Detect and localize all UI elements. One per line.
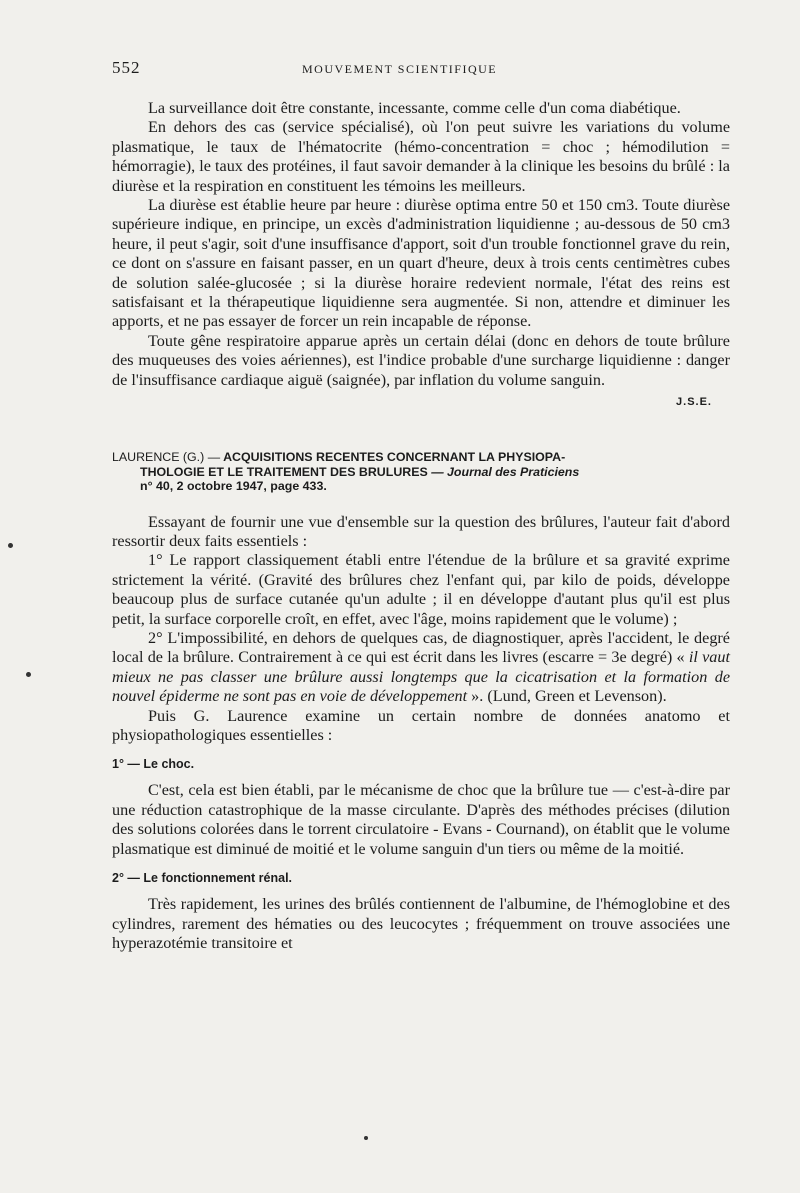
- section-text-renal: Très rapidement, les urines des brûlés contiennent de l'albumine, de l'hémoglobine et des cylindres, rarement des hématies ou des leucocytes ; fréquemment on trouve associées une hyperazotémie transitoire et: [112, 895, 730, 952]
- margin-mark: [364, 1136, 368, 1140]
- bibliographic-reference: [112, 450, 730, 494]
- reference-title-line2: THOLOGIE ET LE TRAITEMENT DES BRULURES: [140, 464, 428, 479]
- page-number: 552: [112, 58, 141, 77]
- section-heading-choc: 1° — Le choc.: [112, 757, 195, 772]
- section-text-choc: C'est, cela est bien établi, par le mécanisme de choc que la brûlure tue — c'est-à-dire par une réduction catastrophique de la masse circulante. D'après des méthodes précises (dilution des solutions colorées dans le torrent circulatoire - Evans - Cournand), on établit que le volume plasmatique est diminué de moitié et le volume sanguin d'un tiers ou même de la moitié.: [112, 781, 730, 858]
- paragraph: La diurèse est établie heure par heure : diurèse optima entre 50 et 150 cm3. Toute diurèse supérieure indique, en principe, un excès d'administration liquidienne ; au-dessous de 50 cm3 heure, il peut s'agir, soit d'une insuffisance d'apport, soit d'un trouble fonctionnel grave du rein, ce dont on s'assure en faisant passer, en un quart d'heure, deux à trois cents centimètres cubes de solution salée-glucosée ; si la diurèse horaire redevient normale, l'état des reins est satisfaisant et la thérapeutique liquidienne sera augmentée. Si non, attendre et diminuer les apports, et ne pas essayer de forcer un rein incapable de réponse.: [112, 196, 730, 331]
- point2-end: ». (Lund, Green et Levenson).: [467, 687, 667, 706]
- running-title: MOUVEMENT SCIENTIFIQUE: [302, 62, 498, 76]
- margin-mark: [26, 672, 31, 677]
- paragraph: En dehors des cas (service spécialisé), où l'on peut suivre les variations du volume plasmatique, le taux de l'hématocrite (hémo-concentration = choc ; hémodilution = hémorragie), le taux des protéines, il faut savoir demander à la clinique les besoins du brûlé : la diurèse et la respiration en constituent les témoins les meilleurs.: [112, 118, 730, 195]
- document-page: [112, 58, 730, 953]
- abstract-point-2: [112, 629, 730, 707]
- abstract-point-1: 1° Le rapport classiquement établi entre l'étendue de la brûlure et sa gravité exprime strictement la vérité. (Gravité des brûlures chez l'enfant qui, par kilo de poids, développe beaucoup plus de surface cutanée qu'un adulte ; il en développe d'autant plus qu'il est plus petit, la surface corporelle croît, en effet, avec l'âge, moins rapidement que le volume) ;: [112, 551, 730, 628]
- paragraph: Toute gêne respiratoire apparue après un certain délai (donc en dehors de toute brûlure des muqueuses des voies aériennes), est l'indice probable d'une surcharge liquidienne : danger de l'insuffisance cardiaque aiguë (saignée), par inflation du volume sanguin.: [112, 331, 730, 389]
- reference-journal: — Journal des Praticiens: [431, 464, 580, 479]
- point2-start: 2° L'impossibilité, en dehors de quelques cas, de diagnostiquer, après l'accident, le degré local de la brûlure. Contrairement à ce qui est écrit dans les livres (escarre = 3e degré) «: [112, 629, 730, 667]
- paragraph: La surveillance doit être constante, incessante, comme celle d'un coma diabétique.: [148, 99, 681, 117]
- abstract-intro: Essayant de fournir une vue d'ensemble sur la question des brûlures, l'auteur fait d'abord ressortir deux faits essentiels :: [112, 512, 730, 550]
- abstract-next: Puis G. Laurence examine un certain nombre de données anatomo et physiopathologiques essentielles :: [112, 706, 730, 745]
- point2-quote: il vaut mieux ne pas classer une brûlure aussi longtemps que la cicatrisation et la formation de nouvel épiderme ne sont pas en voie de développement: [112, 648, 730, 706]
- margin-mark: [8, 543, 13, 548]
- reference-title-line1: ACQUISITIONS RECENTES CONCERNANT LA PHYSIOPA-: [223, 450, 566, 465]
- reference-details: n° 40, 2 octobre 1947, page 433.: [140, 479, 327, 494]
- page-header: [112, 58, 730, 86]
- section-heading-renal: 2° — Le fonctionnement rénal.: [112, 871, 293, 886]
- signature: J.S.E.: [676, 396, 712, 409]
- reference-author: LAURENCE (G.) —: [112, 450, 221, 465]
